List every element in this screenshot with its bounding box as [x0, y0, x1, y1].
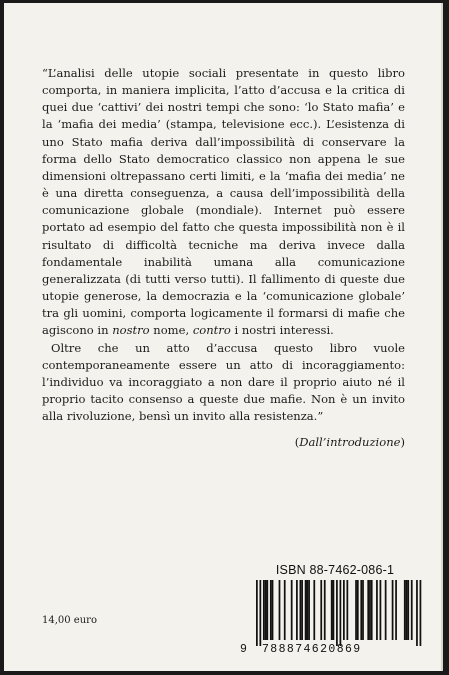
- barcode-bar: [324, 580, 326, 640]
- barcode-bar: [411, 580, 413, 640]
- barcode-bar: [371, 580, 373, 640]
- attribution-source: Dall’introduzione: [299, 435, 401, 449]
- attribution-open-paren: (: [294, 435, 300, 449]
- barcode-bar: [416, 580, 418, 646]
- price-label: 14,00 euro: [42, 615, 97, 626]
- barcode-bar: [336, 580, 338, 646]
- blurb-paragraph-1: [42, 65, 405, 340]
- barcode-bar: [376, 580, 378, 640]
- attribution-close-paren: ): [400, 435, 405, 449]
- ean-remaining-digits: 788874620869: [262, 643, 362, 656]
- blurb-p1-part-b: nome,: [149, 323, 193, 338]
- isbn-barcode-block: [240, 563, 428, 659]
- barcode-bar: [320, 580, 322, 640]
- barcode-bar: [300, 580, 302, 640]
- barcode-bar: [407, 580, 409, 640]
- barcode-bar: [367, 580, 369, 640]
- barcode-bar: [272, 580, 274, 640]
- barcode-bar: [308, 580, 310, 640]
- barcode-bar: [256, 580, 258, 646]
- barcode-bar: [355, 580, 357, 640]
- barcode-bar: [362, 580, 364, 640]
- barcode-bar: [305, 580, 307, 640]
- barcode-bar: [357, 580, 359, 640]
- barcode-bar: [420, 580, 422, 646]
- blurb-p1-emphasis-contro: contro: [192, 323, 231, 338]
- blurb-text: [42, 65, 405, 425]
- barcode-bar: [265, 580, 267, 640]
- attribution: [42, 435, 405, 449]
- barcode-bar: [296, 580, 298, 640]
- back-cover: [4, 3, 443, 671]
- blurb-p1-emphasis-nostro: nostro: [112, 323, 150, 338]
- barcode-bar: [392, 580, 394, 640]
- barcode-bar: [313, 580, 315, 640]
- barcode-bar: [259, 580, 261, 646]
- barcode-bar: [263, 580, 265, 640]
- ean-first-digit: 9: [240, 643, 247, 656]
- barcode-bar: [340, 580, 342, 646]
- blurb-paragraph-2: Oltre che un atto d’accusa questo libro vuole contemporaneamente essere un atto di incoraggiamento: l’individuo va incoraggiato a non dare il proprio aiuto né il proprio tacito consenso a queste due mafie. Non è un invito alla rivoluzione, bensì un invito alla resistenza.”: [42, 340, 405, 424]
- barcode-bar: [266, 580, 268, 640]
- barcode-bar: [385, 580, 387, 640]
- barcode-bar: [291, 580, 293, 640]
- ean-barcode-icon: [240, 580, 428, 646]
- barcode-bar: [279, 580, 281, 640]
- barcode-bar: [306, 580, 308, 640]
- barcode-bar: [360, 580, 362, 640]
- barcode-bar: [333, 580, 335, 640]
- blurb-p1-part-c: i nostri interessi.: [230, 323, 334, 338]
- barcode-bar: [343, 580, 345, 640]
- barcode-bar: [301, 580, 303, 640]
- barcode-bar: [331, 580, 333, 640]
- barcode-bar: [284, 580, 286, 640]
- barcode-bar: [380, 580, 382, 640]
- barcode-bar: [346, 580, 348, 640]
- barcode-bar: [404, 580, 406, 640]
- barcode-bar: [270, 580, 272, 640]
- barcode-bar: [406, 580, 408, 640]
- isbn-label: ISBN 88-7462-086-1: [275, 563, 395, 577]
- blurb-p1-part-a: “L’analisi delle utopie sociali presentate in questo libro comporta, in maniera implicita, l’atto d’accusa e la critica di quei due ‘cattivi’ dei nostri tempi che sono: ‘lo Stato mafia’ e la ‘mafia dei media’ (stampa, televisione ecc.). L’esistenza di uno Stato mafia deriva dall’impossibilità di conservare la forma dello Stato democratico classico non appena le sue dimensioni oltrepassano certi limiti, e la ‘mafia dei media’ ne è una diretta conseguenza, a causa dell’impossibilità della comunicazione globale (mondiale). Internet può essere portato ad esempio del fatto che questa impossibilità non è il risultato di difficoltà tecniche ma deriva invece dalla fondamentale inabilità umana alla comunicazione generalizzata (di tutti verso tutti). Il fallimento di queste due utopie generose, la democrazia e la ‘comunicazione globale’ tra gli uomini, comporta logicamente il formarsi di mafie che agiscono in: [42, 66, 405, 338]
- barcode-bar: [369, 580, 371, 640]
- barcode-bar: [395, 580, 397, 640]
